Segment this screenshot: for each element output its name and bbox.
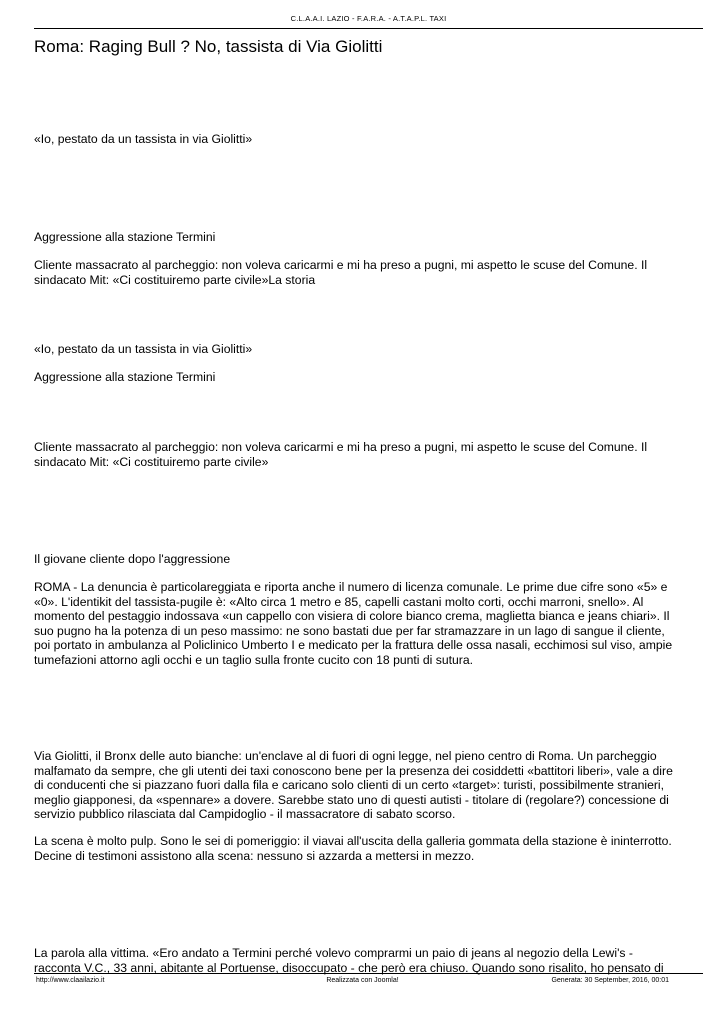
article-paragraph: Cliente massacrato al parcheggio: non voleva caricarmi e mi ha preso a pugni, mi aspetto le scuse del Comune. Il sindacato Mit: «Ci costituiremo parte civile» xyxy=(34,440,648,469)
article-paragraph: La scena è molto pulp. Sono le sei di pomeriggio: il viavai all'uscita della galleria gommata della stazione è ininterrotto. Decine di testimoni assistono alla scena: nessuno si azzarda a mettersi in mezzo. xyxy=(34,834,672,863)
article-paragraph: Il giovane cliente dopo l'aggressione xyxy=(34,552,231,566)
article-paragraph: «Io, pestato da un tassista in via Giolitti» xyxy=(34,132,253,146)
article-paragraph: Aggressione alla stazione Termini xyxy=(34,370,216,384)
article-paragraph: «Io, pestato da un tassista in via Giolitti» xyxy=(34,342,253,356)
article-paragraph: La parola alla vittima. «Ero andato a Termini perché volevo comprarmi un paio di jeans al negozio della Lewi's - racconta V.C., 33 anni, abitante al Portuense, disoccupato - che però era chiuso. Quando sono risalito, ho pensato di xyxy=(34,946,664,975)
article-title: Roma: Raging Bull ? No, tassista di Via Giolitti xyxy=(34,37,383,56)
footer-generated-date: Generata: 30 September, 2016, 00:01 xyxy=(551,977,669,984)
article-paragraph: Cliente massacrato al parcheggio: non voleva caricarmi e mi ha preso a pugni, mi aspetto le scuse del Comune. Il sindacato Mit: «Ci costituiremo parte civile»La storia xyxy=(34,258,648,287)
footer-site-url: http://www.claailazio.it xyxy=(36,977,105,984)
header-divider xyxy=(34,28,703,29)
article-paragraph: Via Giolitti, il Bronx delle auto bianche: un'enclave al di fuori di ogni legge, nel pieno centro di Roma. Un parcheggio malfamato da sempre, che gli utenti dei taxi conoscono bene per la presenza dei cosiddetti «battitori liberi», vale a dire di conducenti che si piazzano fuori dalla fila e caricano solo clienti di un certo «target»: turisti, possibilmente stranieri, meglio giapponesi, da «spennare» a dovere. Sarebbe stato uno di questi autisti - titolare di (regolare?) concessione di servizio pubblico rilasciata dal Campidoglio - il massacratore di sabato scorso. xyxy=(34,749,673,821)
page-header-site-names: C.L.A.A.I. LAZIO - F.A.R.A. - A.T.A.P.L. TAXI xyxy=(290,14,447,23)
footer-divider xyxy=(34,973,703,974)
footer-powered-by: Realizzata con Joomla! xyxy=(326,977,399,984)
article-paragraph: ROMA - La denuncia è particolareggiata e riporta anche il numero di licenza comunale. Le prime due cifre sono «5» e «0». L'identikit del tassista-pugile è: «Alto circa 1 metro e 85, capelli castani molto corti, occhi marroni, snello». Al momento del pestaggio indossava «un cappello con visiera di colore bianco crema, maglietta bianca e jeans chiari». Il suo pugno ha la potenza di un peso massimo: ne sono bastati due per far stramazzare in un lago di sangue il cliente, poi portato in ambulanza al Policlinico Umberto I e medicato per la frattura delle ossa nasali, ecchimosi sul viso, ampie tumefazioni attorno agli occhi e un taglio sulla fronte cucito con 18 punti di sutura. xyxy=(34,580,673,667)
article-paragraph: Aggressione alla stazione Termini xyxy=(34,230,216,244)
